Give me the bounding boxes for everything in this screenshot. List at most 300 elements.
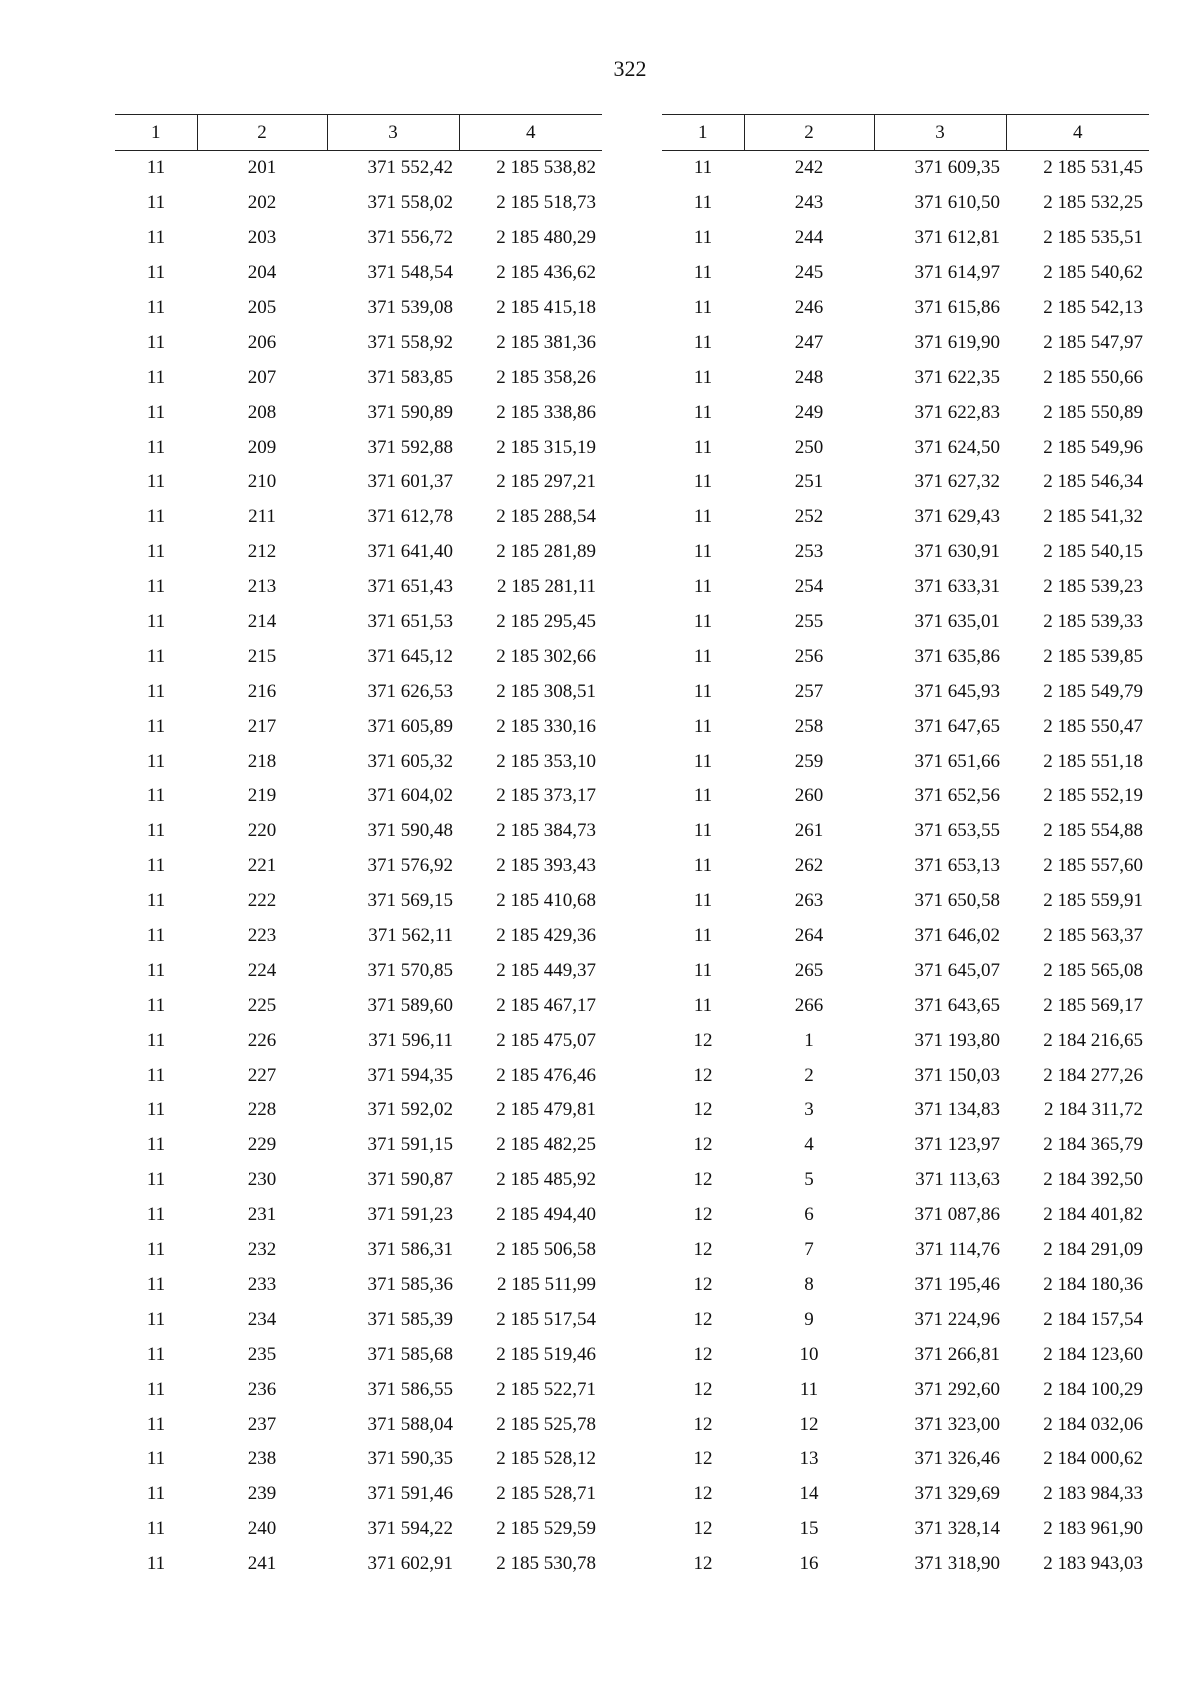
table-cell-col-2: 253 [794,541,824,563]
table-cell-col-3: 371 615,86 [914,297,1000,318]
table-cell-col-4: 2 185 554,88 [1043,820,1143,842]
table-cell-col-4: 2 184 180,36 [1043,1273,1143,1295]
table-row [115,395,602,430]
table-row [662,500,1149,535]
table-row [115,814,602,849]
table-cell-col-4: 2 185 482,25 [496,1134,596,1156]
table-cell-col-4: 2 185 373,17 [496,785,596,807]
table-row [662,1058,1149,1093]
table-cell-col-2: 7 [804,1239,814,1261]
table-cell-col-2: 244 [794,227,824,249]
table-row [115,1407,602,1442]
table-cell-col-3: 371 612,78 [367,506,453,528]
table-row [115,988,602,1023]
table-cell-col-1: 11 [146,1029,166,1051]
table-cell-col-3: 371 329,69 [914,1483,1000,1505]
table-cell-col-3: 371 591,46 [367,1483,453,1505]
table-cell-col-3: 371 556,72 [367,227,453,249]
header-col-2: 2 [197,115,327,151]
table-header [115,115,602,151]
table-cell-col-1: 12 [693,1169,713,1191]
table-cell-col-4: 2 185 519,46 [496,1343,596,1365]
table-cell-col-1: 11 [146,331,166,353]
table-row [115,1372,602,1407]
table-cell-col-1: 11 [146,401,166,423]
table-cell-col-2: 16 [799,1553,819,1575]
table-cell-col-3: 371 585,68 [367,1343,453,1365]
table-cell-col-4: 2 185 541,32 [1043,506,1143,528]
table-cell-col-1: 11 [146,227,166,249]
table-row [662,186,1149,221]
table-cell-col-3: 371 601,37 [367,471,453,493]
table-cell-col-3: 371 645,12 [367,645,453,667]
table-row [662,221,1149,256]
table-cell-col-3: 371 610,50 [914,192,1000,214]
table-cell-col-2: 252 [794,506,824,528]
table-row [662,988,1149,1023]
table-cell-col-2: 213 [247,576,277,598]
table-cell-col-1: 11 [693,506,713,528]
table-cell-col-1: 11 [146,506,166,528]
table-row [662,814,1149,849]
table-cell-col-4: 2 185 528,71 [496,1483,596,1505]
table-cell-col-4: 2 185 569,17 [1043,994,1143,1016]
table-cell-col-2: 220 [247,820,277,842]
table-cell-col-4: 2 185 525,78 [496,1413,596,1435]
table-cell-col-4: 2 185 358,26 [496,366,596,388]
table-cell-col-4: 2 185 281,89 [496,541,596,563]
table-row [115,151,602,186]
table-cell-col-4: 2 185 529,59 [496,1518,596,1540]
table-cell-col-3: 371 193,80 [914,1029,1000,1051]
table-cell-col-3: 371 558,02 [367,192,453,214]
table-row [115,570,602,605]
table-cell-col-4: 2 185 297,21 [496,471,596,493]
table-cell-col-1: 12 [693,1239,713,1261]
table-cell-col-3: 371 323,00 [914,1413,1000,1435]
table-cell-col-4: 2 185 467,17 [496,994,596,1016]
table-cell-col-2: 206 [247,331,277,353]
table-row [662,1442,1149,1477]
table-cell-col-2: 215 [247,645,277,667]
table-cell-col-4: 2 184 100,29 [1043,1378,1143,1400]
table-cell-col-3: 371 590,35 [367,1448,453,1470]
table-cell-col-4: 2 184 123,60 [1043,1343,1143,1365]
header-col-4: 4 [459,115,602,151]
table-row [115,535,602,570]
table-cell-col-1: 11 [146,1099,166,1121]
table-cell-col-3: 371 622,83 [914,401,1000,423]
table-cell-col-2: 227 [247,1064,277,1086]
table-cell-col-4: 2 185 538,82 [496,157,596,179]
table-cell-col-1: 11 [146,366,166,388]
table-cell-col-2: 236 [247,1378,277,1400]
table-cell-col-4: 2 183 961,90 [1043,1518,1143,1540]
table-cell-col-4: 2 185 476,46 [496,1064,596,1086]
table-cell-col-2: 256 [794,645,824,667]
table-row [662,256,1149,291]
table-cell-col-4: 2 185 551,18 [1043,750,1143,772]
table-cell-col-4: 2 183 984,33 [1043,1483,1143,1505]
table-cell-col-4: 2 185 518,73 [496,192,596,214]
table-cell-col-2: 230 [247,1169,277,1191]
table-cell-col-3: 371 562,11 [368,925,453,947]
table-row [662,605,1149,640]
table-row [662,1163,1149,1198]
table-row [662,953,1149,988]
table-row [662,430,1149,465]
table-row [662,709,1149,744]
coordinates-table-right [662,114,1149,1582]
table-cell-col-3: 371 292,60 [914,1378,1000,1400]
table-cell-col-3: 371 627,32 [914,471,1000,493]
table-cell-col-1: 11 [146,1169,166,1191]
table-cell-col-4: 2 185 540,15 [1043,541,1143,563]
table-cell-col-1: 12 [693,1553,713,1575]
table-cell-col-3: 371 596,11 [368,1029,453,1051]
table-cell-col-1: 11 [146,680,166,702]
table-cell-col-2: 254 [794,576,824,598]
table-row [115,1268,602,1303]
table-cell-col-3: 371 645,07 [914,959,1000,981]
table-cell-col-3: 371 650,58 [914,890,1000,912]
table-cell-col-4: 2 185 429,36 [496,925,596,947]
table-cell-col-2: 231 [247,1204,277,1226]
table-cell-col-2: 204 [247,262,277,284]
table-row [115,1058,602,1093]
table-cell-col-2: 233 [247,1273,277,1295]
table-cell-col-4: 2 185 549,96 [1043,436,1143,458]
table-cell-col-3: 371 150,03 [914,1064,1000,1086]
table-row [662,779,1149,814]
table-cell-col-2: 208 [247,401,277,423]
table-row [115,221,602,256]
table-cell-col-3: 371 589,60 [367,994,453,1016]
table-cell-col-1: 11 [693,645,713,667]
table-cell-col-3: 371 604,02 [367,785,453,807]
table-cell-col-3: 371 326,46 [914,1448,1000,1470]
table-cell-col-3: 371 586,55 [367,1378,453,1400]
table-cell-col-1: 12 [693,1029,713,1051]
table-cell-col-4: 2 185 381,36 [496,331,596,353]
table-cell-col-4: 2 183 943,03 [1043,1553,1143,1575]
table-cell-col-2: 237 [247,1413,277,1435]
table-cell-col-3: 371 318,90 [914,1553,1000,1575]
table-cell-col-3: 371 592,88 [367,436,453,458]
table-row [662,465,1149,500]
table-cell-col-3: 371 652,56 [914,785,1000,807]
table-cell-col-2: 203 [247,227,277,249]
table-cell-col-4: 2 184 000,62 [1043,1448,1143,1470]
table-row [115,430,602,465]
table-cell-col-2: 240 [247,1518,277,1540]
table-cell-col-2: 266 [794,994,824,1016]
table-cell-col-3: 371 602,91 [367,1553,453,1575]
table-cell-col-1: 11 [146,994,166,1016]
table-cell-col-4: 2 185 547,97 [1043,331,1143,353]
table-cell-col-1: 11 [146,1239,166,1261]
table-cell-col-4: 2 185 549,79 [1043,680,1143,702]
table-cell-col-4: 2 185 281,11 [496,576,596,598]
table-cell-col-2: 228 [247,1099,277,1121]
table-cell-col-3: 371 569,15 [367,890,453,912]
table-cell-col-1: 11 [146,645,166,667]
table-cell-col-1: 11 [146,1064,166,1086]
table-cell-col-2: 248 [794,366,824,388]
table-cell-col-1: 12 [693,1518,713,1540]
table-cell-col-4: 2 185 542,13 [1043,297,1143,318]
table-row [115,1302,602,1337]
table-cell-col-4: 2 185 302,66 [496,645,596,667]
table-cell-col-4: 2 185 528,12 [496,1448,596,1470]
table-cell-col-2: 205 [247,297,277,318]
table-cell-col-1: 11 [146,855,166,877]
table-cell-col-2: 217 [247,715,277,737]
table-cell-col-1: 11 [146,1204,166,1226]
table-cell-col-3: 371 548,54 [367,262,453,284]
table-cell-col-2: 224 [247,959,277,981]
table-cell-col-3: 371 552,42 [367,157,453,179]
table-cell-col-1: 11 [693,785,713,807]
table-cell-col-3: 371 653,55 [914,820,1000,842]
table-cell-col-1: 12 [693,1099,713,1121]
table-row [115,1442,602,1477]
table-row [662,151,1149,186]
table-row [115,779,602,814]
table-row [115,1163,602,1198]
table-cell-col-3: 371 626,53 [367,680,453,702]
header-col-2: 2 [744,115,874,151]
table-cell-col-3: 371 619,90 [914,331,1000,353]
table-cell-col-1: 11 [693,750,713,772]
table-cell-col-3: 371 266,81 [914,1343,1000,1365]
table-cell-col-1: 11 [146,1483,166,1505]
table-cell-col-1: 11 [146,576,166,598]
table-cell-col-3: 371 588,04 [367,1413,453,1435]
table-cell-col-2: 221 [247,855,277,877]
table-row [662,674,1149,709]
table-row [662,1302,1149,1337]
table-cell-col-4: 2 185 449,37 [496,959,596,981]
table-cell-col-1: 11 [693,192,713,214]
table-cell-col-2: 5 [804,1169,814,1191]
table-row [115,1512,602,1547]
table-cell-col-4: 2 185 522,71 [496,1378,596,1400]
table-cell-col-3: 371 641,40 [367,541,453,563]
table-cell-col-4: 2 185 531,45 [1043,157,1143,179]
table-cell-col-4: 2 185 539,23 [1043,576,1143,598]
table-cell-col-1: 12 [693,1343,713,1365]
coordinates-table-left [115,114,602,1582]
table-row [115,605,602,640]
table-row [662,639,1149,674]
table-cell-col-2: 9 [804,1308,814,1330]
table-cell-col-1: 11 [693,436,713,458]
table-cell-col-4: 2 185 353,10 [496,750,596,772]
table-cell-col-3: 371 594,35 [367,1064,453,1086]
table-row [662,1198,1149,1233]
header-col-4: 4 [1006,115,1149,151]
table-cell-col-1: 11 [693,925,713,947]
table-cell-col-3: 371 114,76 [915,1239,1000,1261]
table-cell-col-1: 12 [693,1204,713,1226]
table-row [115,1233,602,1268]
table-cell-col-3: 371 643,65 [914,994,1000,1016]
table-cell-col-2: 3 [804,1099,814,1121]
table-row [115,360,602,395]
table-cell-col-1: 11 [146,611,166,633]
table-cell-col-2: 222 [247,890,277,912]
table-cell-col-4: 2 185 552,19 [1043,785,1143,807]
table-cell-col-4: 2 185 479,81 [496,1099,596,1121]
table-cell-col-3: 371 592,02 [367,1099,453,1121]
table-cell-col-2: 232 [247,1239,277,1261]
table-cell-col-1: 11 [146,959,166,981]
table-cell-col-2: 243 [794,192,824,214]
table-cell-col-1: 12 [693,1378,713,1400]
table-cell-col-3: 371 635,86 [914,645,1000,667]
table-cell-col-2: 245 [794,262,824,284]
table-cell-col-1: 11 [693,366,713,388]
table-cell-col-2: 11 [799,1378,819,1400]
table-cell-col-3: 371 605,89 [367,715,453,737]
table-cell-col-4: 2 185 506,58 [496,1239,596,1261]
table-cell-col-4: 2 185 475,07 [496,1029,596,1051]
table-cell-col-3: 371 195,46 [914,1273,1000,1295]
table-row [115,884,602,919]
table-cell-col-1: 11 [146,1553,166,1575]
table-cell-col-4: 2 185 415,18 [496,297,596,318]
table-cell-col-4: 2 185 565,08 [1043,959,1143,981]
table-cell-col-2: 238 [247,1448,277,1470]
table-cell-col-1: 11 [146,1413,166,1435]
table-cell-col-4: 2 185 550,47 [1043,715,1143,737]
table-cell-col-1: 11 [693,331,713,353]
table-body [662,151,1149,1582]
table-cell-col-3: 371 590,89 [367,401,453,423]
table-cell-col-3: 371 605,32 [367,750,453,772]
table-row [115,1023,602,1058]
table-cell-col-2: 226 [247,1029,277,1051]
table-row [115,953,602,988]
table-cell-col-2: 265 [794,959,824,981]
table-cell-col-1: 11 [146,750,166,772]
table-row [662,1547,1149,1582]
table-cell-col-2: 223 [247,925,277,947]
table-cell-col-2: 247 [794,331,824,353]
table-cell-col-3: 371 645,93 [914,680,1000,702]
table-cell-col-4: 2 185 550,89 [1043,401,1143,423]
table-row [662,744,1149,779]
table-cell-col-4: 2 184 032,06 [1043,1413,1143,1435]
table-cell-col-1: 11 [146,1518,166,1540]
table-cell-col-4: 2 185 494,40 [496,1204,596,1226]
table-cell-col-1: 11 [693,611,713,633]
table-cell-col-3: 371 612,81 [914,227,1000,249]
table-cell-col-4: 2 184 291,09 [1043,1239,1143,1261]
table-row [115,1477,602,1512]
table-cell-col-4: 2 185 338,86 [496,401,596,423]
table-cell-col-3: 371 633,31 [914,576,1000,598]
table-cell-col-1: 11 [146,157,166,179]
table-cell-col-4: 2 185 539,33 [1043,611,1143,633]
table-cell-col-2: 216 [247,680,277,702]
table-cell-col-1: 11 [146,785,166,807]
table-cell-col-1: 11 [146,715,166,737]
table-cell-col-2: 260 [794,785,824,807]
table-row [662,849,1149,884]
table-cell-col-1: 11 [146,1308,166,1330]
table-cell-col-2: 262 [794,855,824,877]
table-cell-col-3: 371 624,50 [914,436,1000,458]
table-cell-col-3: 371 646,02 [914,925,1000,947]
table-cell-col-2: 4 [804,1134,814,1156]
table-cell-col-1: 11 [693,994,713,1016]
table-cell-col-3: 371 590,48 [367,820,453,842]
table-cell-col-4: 2 185 330,16 [496,715,596,737]
table-cell-col-2: 211 [248,506,276,528]
table-cell-col-2: 241 [247,1553,277,1575]
table-cell-col-3: 371 614,97 [914,262,1000,284]
table-cell-col-1: 11 [693,157,713,179]
header-col-1: 1 [662,115,744,151]
page-number: 322 [613,56,647,81]
table-row [115,1128,602,1163]
table-cell-col-1: 12 [693,1308,713,1330]
table-cell-col-1: 11 [146,471,166,493]
table-cell-col-1: 11 [146,925,166,947]
table-cell-col-1: 11 [146,262,166,284]
table-cell-col-2: 257 [794,680,824,702]
table-cell-col-4: 2 184 311,72 [1043,1099,1143,1121]
table-cell-col-3: 371 576,92 [367,855,453,877]
table-row [662,919,1149,954]
table-cell-col-4: 2 184 157,54 [1043,1308,1143,1330]
table-row [115,1198,602,1233]
table-cell-col-2: 255 [794,611,824,633]
table-cell-col-2: 2 [804,1064,814,1086]
table-cell-col-1: 11 [146,297,166,318]
table-cell-col-3: 371 583,85 [367,366,453,388]
table-cell-col-2: 6 [804,1204,814,1226]
table-row [115,674,602,709]
table-cell-col-2: 264 [794,925,824,947]
table-row [662,1512,1149,1547]
table-cell-col-4: 2 185 315,19 [496,436,596,458]
table-cell-col-3: 371 087,86 [914,1204,1000,1226]
table-row [662,395,1149,430]
table-row [115,500,602,535]
table-header [662,115,1149,151]
table-cell-col-4: 2 184 365,79 [1043,1134,1143,1156]
table-cell-col-4: 2 185 530,78 [496,1553,596,1575]
table-row [662,360,1149,395]
table-row [115,186,602,221]
table-cell-col-3: 371 630,91 [914,541,1000,563]
table-row [662,1477,1149,1512]
table-cell-col-3: 371 647,65 [914,715,1000,737]
table-cell-col-2: 8 [804,1273,814,1295]
table-cell-col-1: 11 [693,680,713,702]
table-cell-col-2: 201 [247,157,277,179]
table-cell-col-4: 2 184 216,65 [1043,1029,1143,1051]
header-col-3: 3 [327,115,459,151]
table-cell-col-1: 11 [693,541,713,563]
table-cell-col-3: 371 585,39 [367,1308,453,1330]
table-cell-col-2: 219 [247,785,277,807]
table-cell-col-4: 2 185 540,62 [1043,262,1143,284]
table-cell-col-3: 371 586,31 [367,1239,453,1261]
